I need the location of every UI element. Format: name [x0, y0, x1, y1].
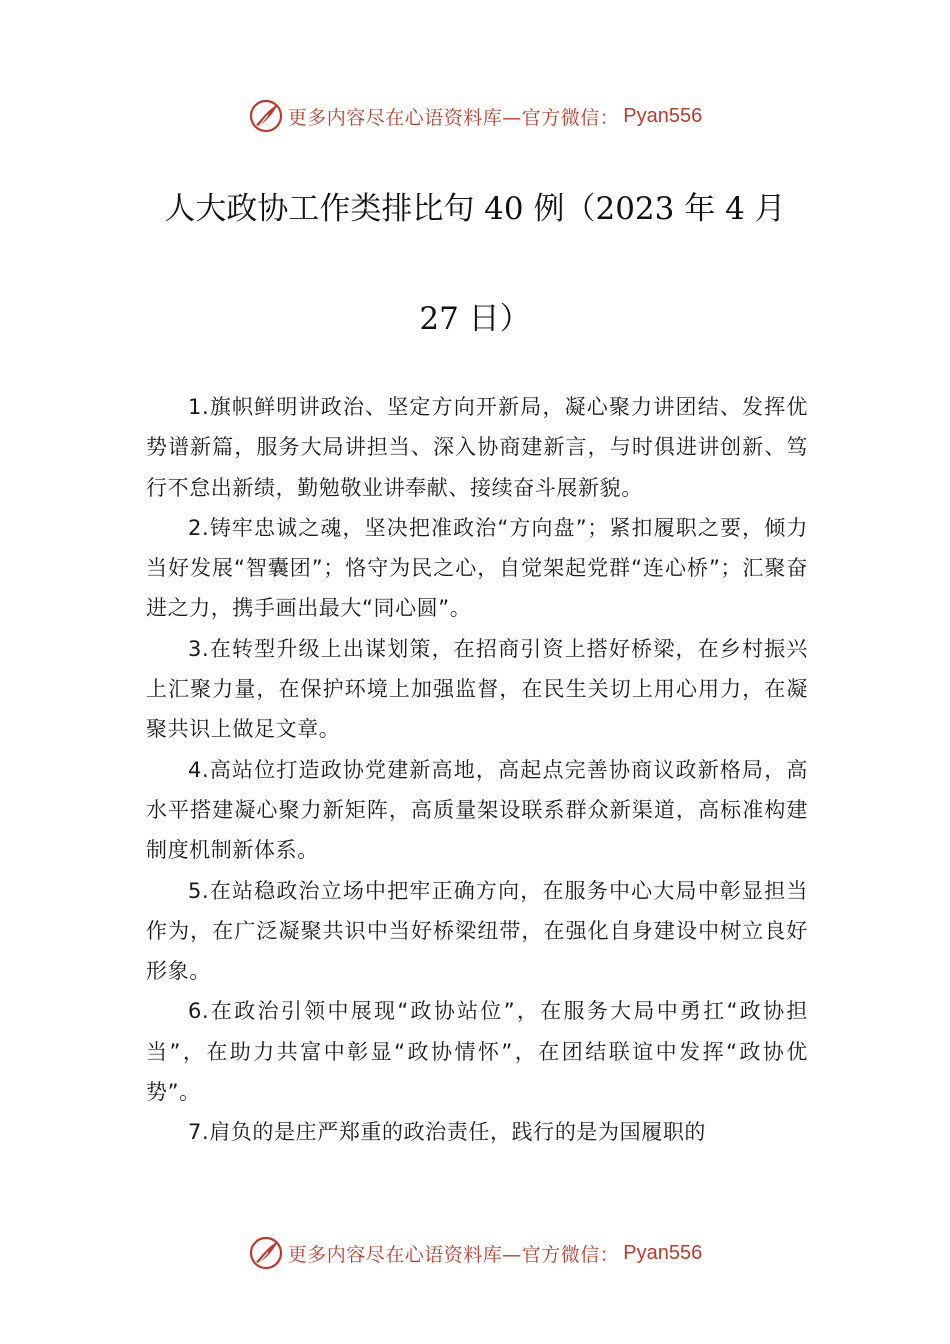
paragraph-4: 4.高站位打造政协党建新高地，高起点完善协商议政新格局，高水平搭建凝心聚力新矩阵，高质量架设联系群众新渠道，高标准构建制度机制新体系。 — [146, 757, 808, 863]
paragraph-3: 3.在转型升级上出谋划策，在招商引资上搭好桥梁，在乡村振兴上汇聚力量，在保护环境上加强监督，在民生关切上用心用力，在凝聚共识上做足文章。 — [146, 636, 808, 742]
banner-text: 更多内容尽在心语资料库—官方微信： — [287, 1243, 620, 1266]
paragraph-2: 2.铸牢忠诚之魂，坚决把准政治“方向盘”；紧扣履职之要，倾力当好发展“智囊团”；恪守为民之心，自觉架起党群“连心桥”；汇聚奋进之力，携手画出最大“同心圆”。 — [146, 515, 808, 621]
document-body — [146, 387, 808, 1153]
banner-text: 更多内容尽在心语资料库—官方微信： — [287, 106, 620, 129]
page-title-line2: 27 日） — [419, 301, 531, 337]
page-title: 人大政协工作类排比句 40 例（2023 年 4 月 — [164, 191, 786, 227]
wechat-id: Pyan556 — [623, 1241, 703, 1264]
header-banner — [0, 96, 950, 136]
paragraph-1: 1.旗帜鲜明讲政治、坚定方向开新局，凝心聚力讲团结、发挥优势谱新篇，服务大局讲担当、深入协商建新言，与时俱进讲创新、笃行不怠出新绩，勤勉敬业讲奉献、接续奋斗展新貌。 — [146, 395, 808, 500]
paragraph-5: 5.在站稳政治立场中把牢正确方向，在服务中心大局中彰显担当作为，在广泛凝聚共识中当好桥梁纽带，在强化自身建设中树立良好形象。 — [146, 878, 808, 984]
quill-logo-icon — [248, 98, 284, 134]
footer-banner — [0, 1233, 950, 1273]
wechat-id: Pyan556 — [623, 104, 703, 127]
paragraph-6: 6.在政治引领中展现“政协站位”，在服务大局中勇扛“政协担当”，在助力共富中彰显“政协情怀”，在团结联谊中发挥“政协优势”。 — [146, 999, 808, 1105]
paragraph-7: 7.肩负的是庄严郑重的政治责任，践行的是为国履职的 — [188, 1120, 707, 1145]
quill-logo-icon — [248, 1235, 284, 1271]
